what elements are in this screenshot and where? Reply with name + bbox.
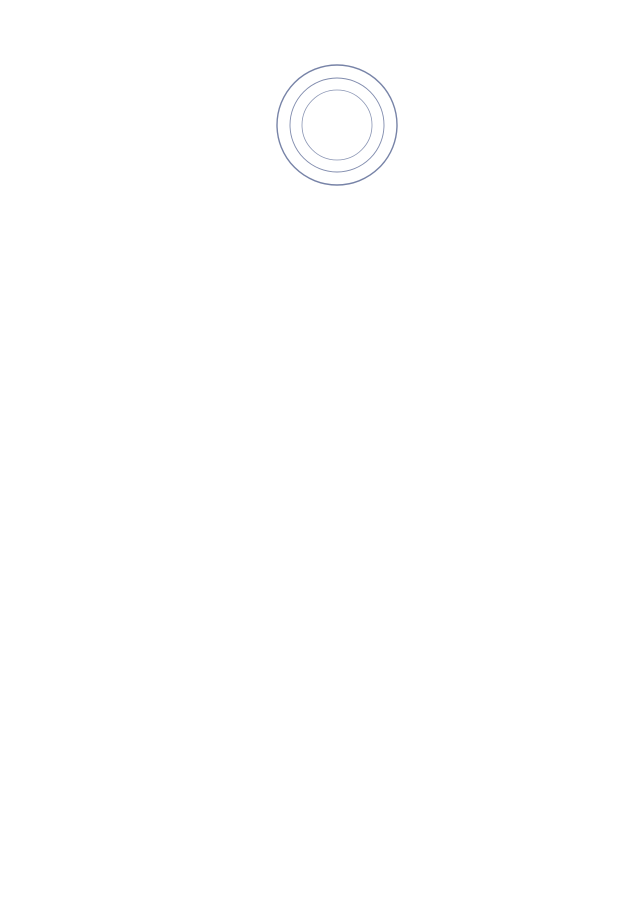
approval-block [362, 66, 632, 105]
approval-date-line [362, 85, 632, 105]
